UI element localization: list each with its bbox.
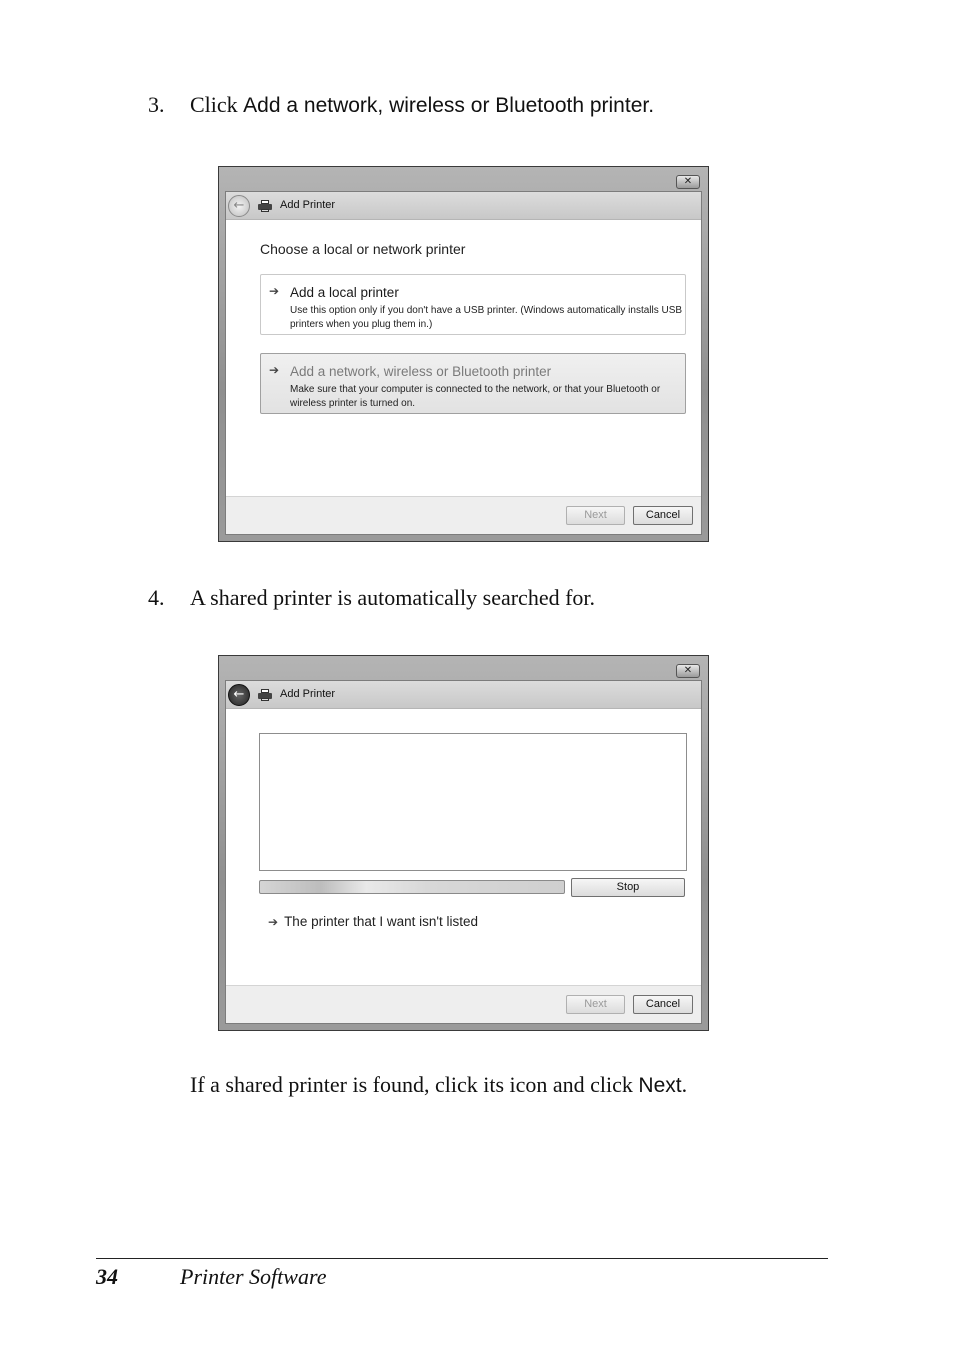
paragraph-lead: If a shared printer is found, click its icon and click xyxy=(190,1072,633,1097)
next-button[interactable]: Next xyxy=(566,506,625,525)
add-local-printer-option[interactable] xyxy=(260,274,686,335)
back-arrow-icon[interactable]: ← xyxy=(228,195,250,217)
back-arrow-icon[interactable]: ← xyxy=(228,684,250,706)
dialog-content xyxy=(225,191,702,535)
green-arrow-icon: ➔ xyxy=(269,363,280,377)
printer-not-listed-link[interactable] xyxy=(268,914,478,929)
option-description: Use this option only if you don't have a USB printer. (Windows automatically installs USB printers when you plug them in.) xyxy=(290,305,683,330)
paragraph-trail: . xyxy=(681,1072,688,1097)
footer-rule xyxy=(96,1258,828,1259)
next-button[interactable]: Next xyxy=(566,995,625,1014)
section-title: Printer Software xyxy=(180,1264,327,1289)
dialog-footer xyxy=(226,496,701,534)
green-arrow-icon: ➔ xyxy=(269,284,280,298)
page-number: 34 xyxy=(96,1264,118,1289)
step-trail: . xyxy=(648,94,655,117)
step-text: A shared printer is automatically searched for. xyxy=(190,585,596,610)
cancel-button[interactable]: Cancel xyxy=(633,995,693,1014)
dialog-title: Add Printer xyxy=(280,199,336,211)
cancel-button[interactable]: Cancel xyxy=(633,506,693,525)
dialog-heading: Choose a local or network printer xyxy=(260,241,466,257)
option-title: Add a network, wireless or Bluetooth printer xyxy=(290,364,552,379)
link-label: The printer that I want isn't listed xyxy=(284,914,478,929)
printer-icon xyxy=(258,689,272,701)
step-number: 3. xyxy=(148,92,165,117)
add-network-printer-option[interactable] xyxy=(260,353,686,414)
instruction-paragraph xyxy=(190,1072,687,1099)
stop-button[interactable]: Stop xyxy=(571,878,685,897)
option-title: Add a local printer xyxy=(290,285,399,300)
close-icon[interactable]: ✕ xyxy=(676,175,700,189)
ui-term: Next xyxy=(638,1074,682,1097)
green-arrow-icon: ➔ xyxy=(268,915,279,929)
step-lead: Click xyxy=(190,92,238,117)
dialog-footer xyxy=(226,985,701,1023)
printer-icon xyxy=(258,200,272,212)
dialog-navbar xyxy=(226,681,701,709)
close-icon[interactable]: ✕ xyxy=(676,664,700,678)
search-progress-bar xyxy=(259,880,565,894)
printer-results-list[interactable] xyxy=(259,733,687,871)
add-printer-dialog-choose xyxy=(218,166,709,542)
dialog-title: Add Printer xyxy=(280,688,336,700)
dialog-content xyxy=(225,680,702,1024)
step-number: 4. xyxy=(148,585,165,610)
step-text xyxy=(190,92,654,119)
dialog-navbar xyxy=(226,192,701,220)
ui-term: Add a network, wireless or Bluetooth printer xyxy=(243,94,649,117)
add-printer-dialog-searching xyxy=(218,655,709,1031)
option-description: Make sure that your computer is connected to the network, or that your Bluetooth or wireless printer is turned on. xyxy=(290,384,661,409)
